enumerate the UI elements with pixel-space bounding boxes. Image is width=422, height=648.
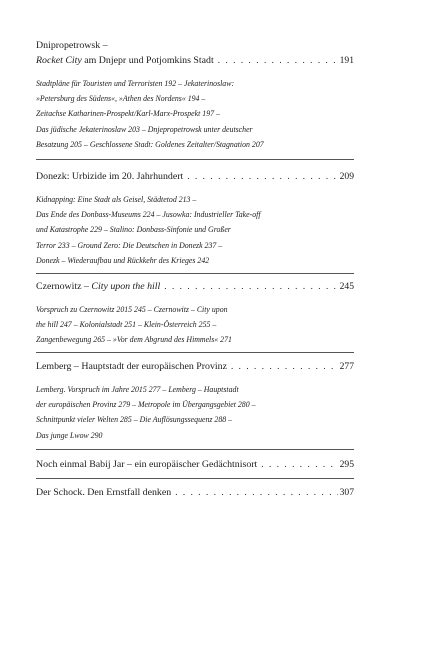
subtopic-line: Lemberg. Vorspruch im Jahre 2015 277 – Lemberg – Hauptstadt: [36, 385, 239, 394]
entry-title-line: [36, 169, 354, 184]
section-divider: [36, 352, 354, 353]
page-number: 307: [339, 487, 354, 498]
subtopic-line: Das Ende des Donbass-Museums 224 – Jusowka: Industrieller Take-off: [36, 210, 261, 220]
dot-leader: [164, 279, 337, 293]
page-number: 191: [339, 55, 354, 66]
subtopic-line: Stadtpläne für Touristen und Terroristen 192 – Jekaterinoslaw:: [36, 79, 235, 88]
entry-subtopics: [36, 382, 354, 443]
subtopic-line: Terror 233 – Ground Zero: Die Deutschen in Donezk 237 –: [36, 240, 223, 250]
entry-title-line: [36, 359, 354, 374]
entry-title-line: [36, 457, 354, 472]
entry-title: Noch einmal Babij Jar – ein europäischer Gedächtnisort: [36, 459, 258, 470]
subtopic-line: der europäischen Provinz 279 – Metropole im Übergangsgebiet 280 –: [36, 400, 256, 410]
subtopic-line: Vorspruch zu Czernowitz 2015 245 – Czernowitz – City upon: [36, 305, 228, 314]
page-number: 245: [339, 281, 354, 292]
entry-title: Donezk: Urbizide im 20. Jahrhundert: [36, 171, 184, 182]
entry-title-continued: [36, 54, 214, 68]
dot-leader: [187, 169, 337, 183]
dot-leader: [231, 359, 338, 373]
subtopic-line: Zangenbewegung 265 – »Vor dem Abgrund des Himmels« 271: [36, 335, 232, 345]
toc-entry-der-schock: [36, 485, 354, 500]
subtopic-line: Das jüdische Jekaterinoslaw 203 – Dnjepropetrowsk unter deutscher: [36, 124, 253, 134]
toc-entry-babij-jar: [36, 457, 354, 472]
entry-title-line-1: [36, 39, 354, 53]
subtopic-line: »Petersburg des Südens«, »Athen des Nordens« 194 –: [36, 94, 206, 104]
page-number: 295: [339, 459, 354, 470]
toc-entry-dnipropetrowsk: [36, 39, 354, 152]
entry-title: Der Schock. Den Ernstfall denken: [36, 487, 172, 498]
subtopic-line: Zeitachse Katharinen-Prospekt/Karl-Marx-Prospekt 197 –: [36, 109, 220, 119]
subtopic-line: Donezk – Wiederaufbau und Rückkehr des Krieges 242: [36, 255, 210, 265]
subtopic-line: Schnittpunkt vieler Welten 285 – Die Auflösungssequenz 288 –: [36, 415, 233, 425]
entry-title-line: [36, 485, 354, 500]
toc-entry-donezk: [36, 169, 354, 268]
page-number: 277: [339, 361, 354, 372]
section-divider: [36, 478, 354, 479]
entry-title: Dnipropetrowsk –: [36, 40, 108, 51]
entry-title-rest: am Dnjepr und Potjomkins Stadt: [81, 55, 214, 66]
entry-subtopics: [36, 76, 354, 152]
dot-leader: [261, 457, 337, 471]
section-divider: [36, 449, 354, 450]
entry-title: Lemberg – Hauptstadt der europäischen Provinz: [36, 361, 227, 372]
subtopic-line: Das junge Lwow 290: [36, 430, 103, 440]
page-number: 209: [339, 171, 354, 182]
toc-entry-lemberg: [36, 359, 354, 443]
entry-title-plain: Czernowitz –: [36, 281, 92, 292]
subtopic-line: Kidnapping: Eine Stadt als Geisel, Städtetod 213 –: [36, 195, 197, 204]
entry-subtopics: [36, 302, 354, 348]
subtopic-line: the hill 247 – Kolonialstadt 251 – Klein-Österreich 255 –: [36, 320, 217, 330]
dot-leader: [175, 485, 337, 499]
entry-title-line-2: [36, 53, 354, 68]
entry-title-italic: City upon the hill: [91, 281, 161, 292]
entry-title-italic: Rocket City: [36, 55, 82, 66]
section-divider: [36, 273, 354, 274]
section-divider: [36, 159, 354, 160]
dot-leader: [218, 53, 338, 67]
toc-entry-czernowitz: [36, 279, 354, 348]
entry-title-line: [36, 279, 354, 294]
subtopic-line: Besatzung 205 – Geschlossene Stadt: Goldenes Zeitalter/Stagnation 207: [36, 139, 264, 149]
subtopic-line: und Katastrophe 229 – Stalino: Donbass-Sinfonie und Großer: [36, 225, 231, 235]
entry-subtopics: [36, 192, 354, 268]
entry-title: [36, 280, 160, 294]
